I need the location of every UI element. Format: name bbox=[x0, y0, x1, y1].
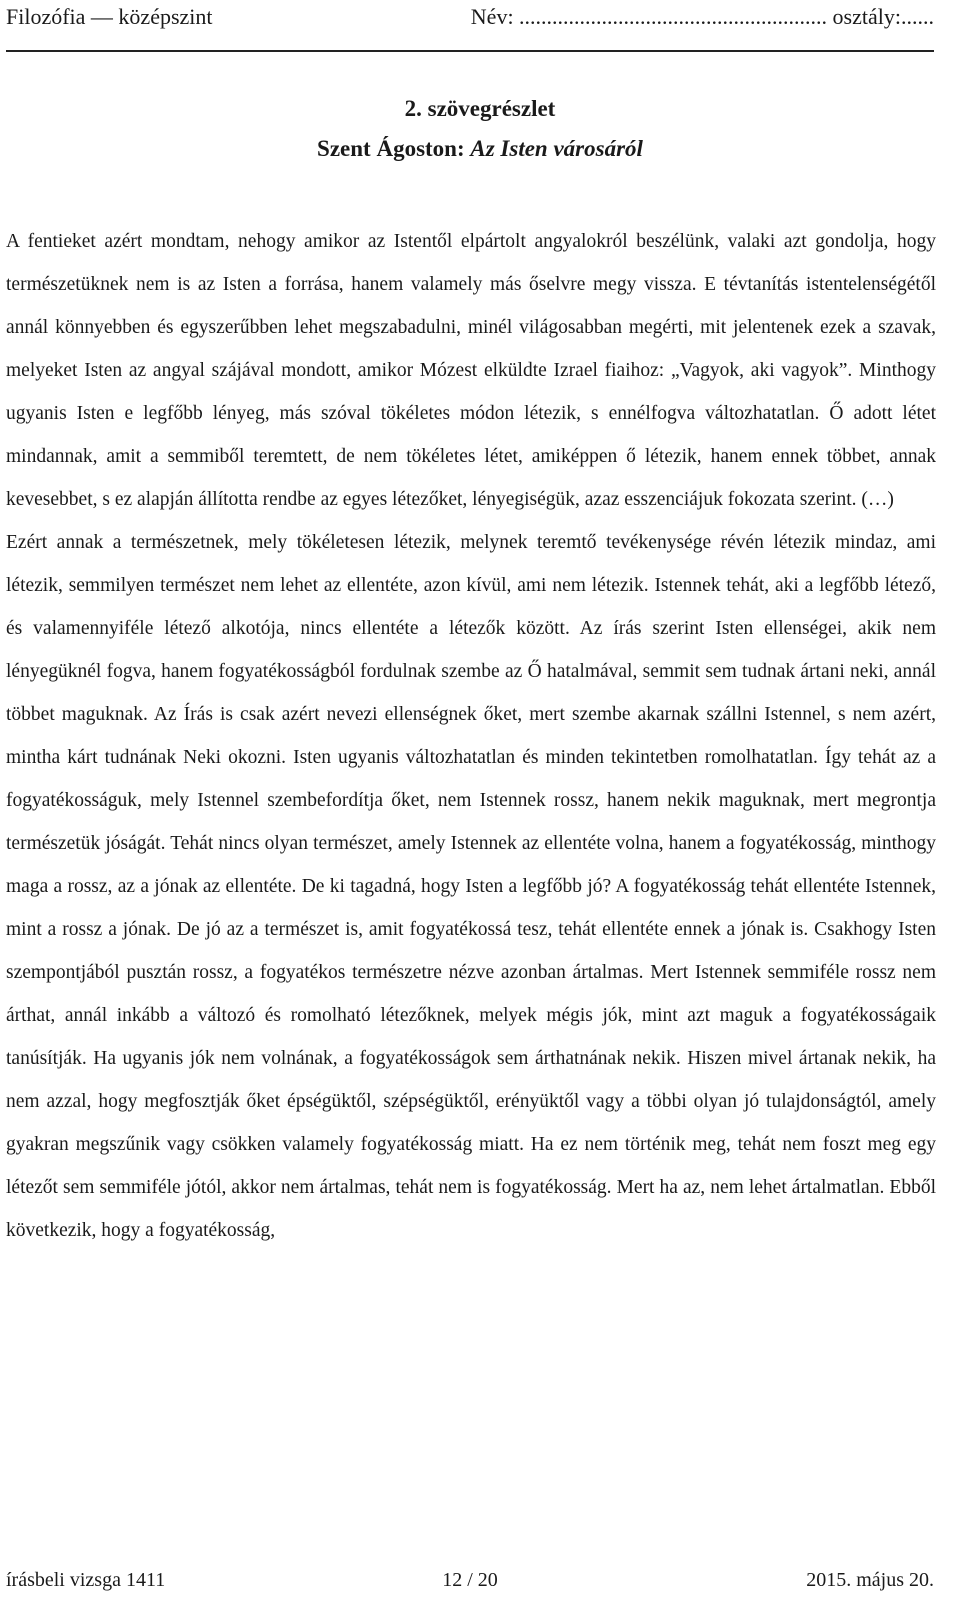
paragraph-1: A fentieket azért mondtam, nehogy amikor az Istentől elpártolt angyalokról beszélünk, valaki azt gondolja, hogy természetüknek nem is az Isten a forrása, hanem valamely más őselvre megy vissza. E tévtanítás istentelenségétől annál könnyebben és egyszerűbben lehet megszabadulni, minél világosabban megérti, mit jelentenek ezek a szavak, melyeket Isten az angyal szájával mondott, amikor Mózest elküldte Izrael fiaihoz: „Vagyok, aki vagyok”. Minthogy ugyanis Isten e legfőbb lényeg, más szóval tökéletes módon létezik, s ennélfogva változhatatlan. Ő adott létet mindannak, amit a semmiből teremtett, de nem tökéletes létet, amiképpen ő létezik, hanem ennek többet, annak kevesebbet, s ez alapján állította rendbe az egyes létezőket, lényegiségük, azaz esszenciájuk fokozata szerint. (…) bbox=[6, 231, 936, 510]
exam-date: 2015. május 20. bbox=[806, 1569, 934, 1591]
section-title bbox=[0, 136, 960, 162]
title-author: Szent Ágoston: bbox=[317, 136, 471, 161]
source-text bbox=[6, 220, 936, 1252]
paragraph-2: Ezért annak a természetnek, mely tökéletesen létezik, melynek teremtő tevékenysége révén létezik mindaz, ami létezik, semmilyen természet nem lehet az ellentéte, azon kívül, ami nem létezik. Istennek tehát, aki a legfőbb létező, és valamennyiféle létező alkotója, nincs ellentéte a létezők között. Az írás szerint Isten ellenségei, akik nem lényegüknél fogva, hanem fogyatékosságból fordulnak szembe az Ő hatalmával, semmit sem tudnak ártani neki, annál többet maguknak. Az Írás is csak azért nevezi ellenségnek őket, mert szembe akarnak szállni Istennel, s nem azért, mintha kárt tudnának Neki okozni. Isten ugyanis változhatatlan és minden tekintetben romolhatatlan. Így tehát az a fogyatékosságuk, mely Istennel szembefordítja őket, nem Istennek rossz, hanem nekik maguknak, mert megrontja természetük jóságát. Tehát nincs olyan természet, amely Istennek az ellentéte volna, hanem a fogyatékosság, minthogy maga a rossz, az a jónak az ellentéte. De ki tagadná, hogy Isten a legfőbb jó? A fogyatékosság tehát ellentéte Istennek, mint a rossz a jónak. De jó az a természet is, amit fogyatékossá tesz, tehát ellentéte ennek a jónak is. Csakhogy Isten szempontjából pusztán rossz, a fogyatékos természetre nézve azonban ártalmas. Mert Istennek semmiféle rossz nem árthat, annál inkább a változó és romolható létezőknek, melyek mégis jók, mint azt maguk a fogyatékosságaik tanúsítják. Ha ugyanis jók nem volnának, a fogyatékosságok sem árthatnának nekik. Hiszen mivel ártanak nekik, ha nem azzal, hogy megfosztják őket épségüktől, szépségüktől, erényüktől vagy a többi olyan jó tulajdonságtól, amely gyakran megszűnik vagy csökken valamely fogyatékosság miatt. Ha ez nem történik meg, tehát nem foszt meg egy létezőt sem semmiféle jótól, akkor nem ártalmas, tehát nem is fogyatékosság. Mert ha az, nem lehet ártalmatlan. Ebből következik, hogy a fogyatékosság, bbox=[6, 532, 936, 1241]
page-header bbox=[6, 0, 934, 52]
title-work: Az Isten városáról bbox=[470, 136, 643, 161]
header-name-class-field: Név: ........................................................ osztály:...... bbox=[470, 4, 934, 29]
page-number: 12 / 20 bbox=[442, 1569, 498, 1591]
exam-code: írásbeli vizsga 1411 bbox=[6, 1569, 166, 1591]
header-subject: Filozófia — középszint bbox=[6, 4, 213, 29]
section-label: 2. szövegrészlet bbox=[404, 96, 556, 121]
page-footer bbox=[6, 1560, 934, 1600]
